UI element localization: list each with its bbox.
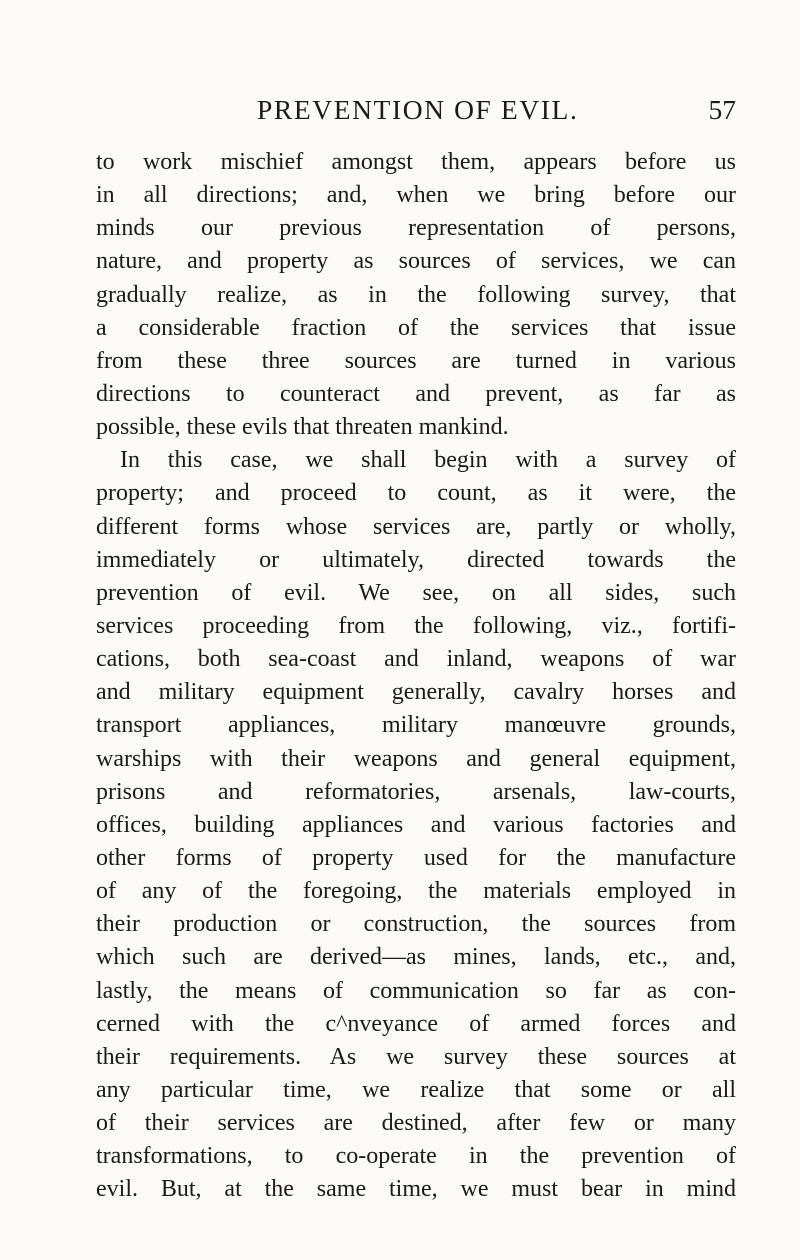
text-line: prisons and reformatories, arsenals, law-courts,	[96, 778, 736, 805]
running-head	[96, 90, 736, 130]
text-line: nature, and property as sources of services, we can	[96, 248, 736, 275]
text-line: evil. But, at the same time, we must bear in mind	[96, 1176, 736, 1203]
text-line: of their services are destined, after few or many	[96, 1110, 736, 1137]
text-line: transformations, to co-operate in the prevention of	[96, 1143, 736, 1170]
text-line: a considerable fraction of the services that issue	[96, 314, 736, 341]
text-line: cations, both sea-coast and inland, weapons of war	[96, 646, 736, 673]
text-line: lastly, the means of communication so far as con-	[96, 977, 736, 1004]
text-line: cerned with the c^nveyance of armed forces and	[96, 1010, 736, 1037]
text-line: In this case, we shall begin with a survey of	[120, 447, 736, 474]
text-line: minds our previous representation of persons,	[96, 215, 736, 242]
text-line: offices, building appliances and various factories and	[96, 811, 736, 838]
text-line: possible, these evils that threaten mankind.	[96, 414, 509, 441]
text-line: prevention of evil. We see, on all sides, such	[96, 579, 736, 606]
text-line: their requirements. As we survey these sources at	[96, 1043, 736, 1070]
text-line: and military equipment generally, cavalry horses and	[96, 679, 736, 706]
page-number: 57	[708, 94, 736, 125]
text-line: property; and proceed to count, as it were, the	[96, 480, 736, 507]
text-line: from these three sources are turned in various	[96, 347, 736, 374]
text-line: services proceeding from the following, viz., fortifi-	[96, 612, 736, 639]
text-line: directions to counteract and prevent, as far as	[96, 380, 736, 407]
body-text	[96, 146, 736, 1207]
text-line: warships with their weapons and general equipment,	[96, 745, 736, 772]
text-line: transport appliances, military manœuvre grounds,	[96, 712, 736, 739]
text-line: to work mischief amongst them, appears before us	[96, 149, 736, 175]
text-line: any particular time, we realize that some or all	[96, 1076, 736, 1103]
text-line: which such are derived—as mines, lands, etc., and,	[96, 944, 736, 971]
text-line: gradually realize, as in the following survey, that	[96, 281, 736, 308]
text-line: their production or construction, the sources from	[96, 911, 736, 938]
text-line: immediately or ultimately, directed towards the	[96, 546, 736, 573]
text-line: of any of the foregoing, the materials employed in	[96, 878, 736, 905]
text-line: other forms of property used for the manufacture	[96, 844, 736, 871]
chapter-title: PREVENTION OF EVIL.	[257, 94, 579, 125]
text-line: in all directions; and, when we bring before our	[96, 182, 736, 209]
text-line: different forms whose services are, partly or wholly,	[96, 513, 736, 540]
